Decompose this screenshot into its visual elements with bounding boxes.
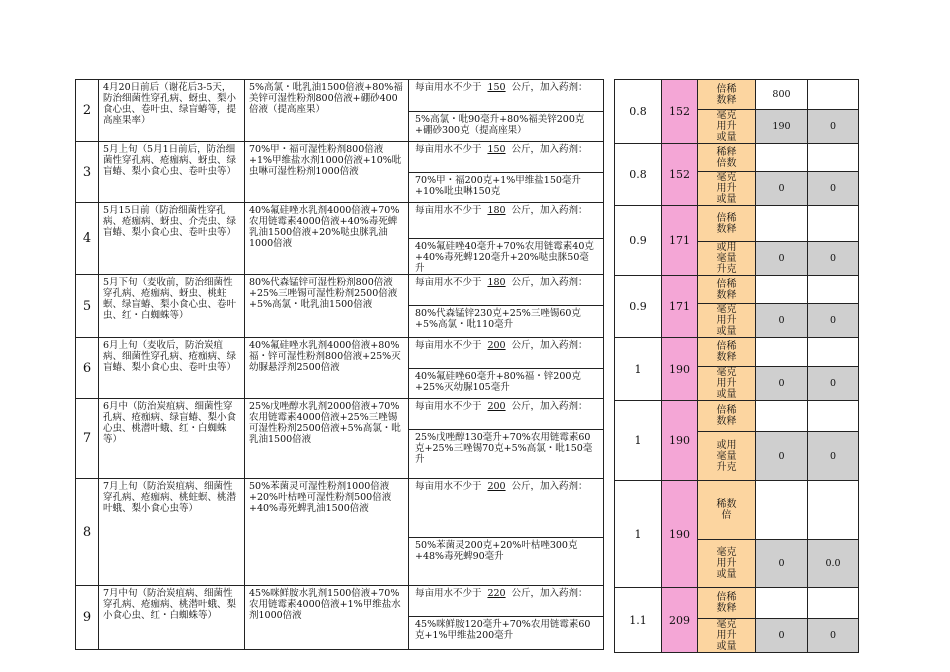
dilution-label: 稀释倍数 [698, 144, 756, 172]
water-amount [409, 586, 604, 617]
dosage-row [615, 588, 859, 619]
dosage-row [615, 206, 859, 242]
water-amount [409, 399, 604, 430]
water-prefix: 每亩用水不少于 [415, 588, 482, 599]
period-description: 6月上旬（麦收后，防治炭疽病、细菌性穿孔病、疮痂病、绿盲蝽、梨小食心虫、卷叶虫等） [99, 338, 245, 399]
area-factor: 1 [615, 481, 662, 588]
dosage-label: 或用毫量升克 [698, 432, 756, 481]
schedule-row [76, 275, 604, 306]
row-number: 5 [76, 275, 99, 338]
mix-recipe-text: 25%戊唑醇130毫升+70%农用链霉素60克+25%三唑锡70克+5%高氯・吡150毫升 [415, 432, 593, 465]
schedule-row [76, 80, 604, 112]
mix-recipe-text: 45%咪鲜胺120毫升+70%农用链霉素60克+1%甲维盐200毫升 [415, 619, 591, 641]
dosage-value: 0 [756, 432, 808, 481]
pesticide-spec: 50%苯菌灵可湿性粉剂1000倍液+20%叶枯唑可湿性粉剂500倍液+40%毒死蜱乳油1500倍液 [245, 479, 409, 586]
dosage-value-2: 0 [808, 304, 859, 338]
row-number: 8 [76, 479, 99, 586]
dosage-row [615, 481, 859, 540]
mix-recipe-text: 40%氟硅唑40毫升+70%农用链霉素40克+40%毒死蜱120毫升+20%哒虫脒50毫升 [415, 241, 594, 274]
dosage-value: 0 [756, 172, 808, 206]
dosage-row [615, 80, 859, 110]
row-number: 7 [76, 399, 99, 479]
dosage-value: 0 [756, 367, 808, 401]
schedule-row [76, 203, 604, 239]
water-amount [409, 479, 604, 538]
dilution-value-2[interactable] [808, 338, 859, 367]
row-number: 2 [76, 80, 99, 142]
dilution-value[interactable]: 800 [756, 80, 808, 110]
total-water: 171 [662, 206, 698, 276]
total-water: 190 [662, 338, 698, 401]
row-number: 3 [76, 142, 99, 203]
period-description: 5月上旬（5月1日前后，防治细菌性穿孔病、疮痂病、蚜虫、绿盲蝽、梨小食心虫、卷叶虫等） [99, 142, 245, 203]
schedule-row [76, 479, 604, 538]
water-suffix: 公斤，加入药剂： [511, 82, 588, 93]
water-quantity: 180 [487, 205, 506, 216]
total-water: 209 [662, 588, 698, 653]
dilution-value[interactable] [756, 338, 808, 367]
dilution-value-2[interactable] [808, 401, 859, 432]
dosage-value-2: 0.0 [808, 540, 859, 588]
mix-recipe [409, 112, 604, 142]
total-water: 190 [662, 401, 698, 481]
dilution-value-2[interactable] [808, 588, 859, 619]
water-amount [409, 142, 604, 173]
total-water: 152 [662, 80, 698, 144]
period-description: 7月中旬（防治炭疽病、细菌性穿孔病、疮痂病、桃潜叶蛾、梨小食心虫、红・白蜘蛛等） [99, 586, 245, 650]
dosage-value-2: 0 [808, 367, 859, 401]
water-prefix: 每亩用水不少于 [415, 481, 482, 492]
mix-recipe [409, 430, 604, 479]
water-suffix: 公斤，加入药剂： [511, 144, 588, 155]
dosage-label: 毫克用升或量 [698, 367, 756, 401]
area-factor: 0.8 [615, 80, 662, 144]
water-prefix: 每亩用水不少于 [415, 205, 482, 216]
dosage-label: 毫克用升或量 [698, 619, 756, 653]
total-water: 190 [662, 481, 698, 588]
dosage-value: 0 [756, 304, 808, 338]
period-description: 5月下旬（麦收前，防治细菌性穿孔病、疮痂病、蚜虫、桃蛀螟、绿盲蝽、梨小食心虫、卷叶虫、红・白蜘蛛等） [99, 275, 245, 338]
water-suffix: 公斤，加入药剂： [511, 277, 588, 288]
dilution-label: 稀数倍 [698, 481, 756, 540]
dosage-label: 毫克用升或量 [698, 540, 756, 588]
area-factor: 1 [615, 338, 662, 401]
water-amount [409, 203, 604, 239]
dosage-value: 0 [756, 619, 808, 653]
water-quantity: 200 [487, 401, 506, 412]
dilution-value[interactable] [756, 401, 808, 432]
dilution-value-2[interactable] [808, 144, 859, 172]
period-description: 7月上旬（防治炭疽病、细菌性穿孔病、疮痂病、桃蛀螟、桃潜叶蛾、梨小食心虫等） [99, 479, 245, 586]
water-prefix: 每亩用水不少于 [415, 340, 482, 351]
mix-recipe-text: 50%苯菌灵200克+20%叶枯唑300克+48%毒死蜱90毫升 [415, 540, 578, 562]
mix-recipe [409, 617, 604, 650]
area-factor: 1 [615, 401, 662, 481]
water-suffix: 公斤，加入药剂： [511, 340, 588, 351]
dilution-label: 倍稀数释 [698, 206, 756, 242]
spray-schedule-table [75, 79, 604, 650]
dosage-value-2: 0 [808, 619, 859, 653]
dilution-value-2[interactable] [808, 80, 859, 110]
dilution-value-2[interactable] [808, 276, 859, 304]
mix-recipe [409, 369, 604, 399]
water-suffix: 公斤，加入药剂： [511, 588, 588, 599]
dosage-calc-table [614, 79, 859, 653]
dosage-row [615, 401, 859, 432]
dosage-value-2: 0 [808, 242, 859, 276]
mix-recipe-text: 80%代森锰锌230克+25%三唑锡60克+5%高氯・吡110毫升 [415, 308, 581, 330]
pesticide-spec: 40%氟硅唑水乳剂4000倍液+70%农用链霉素4000倍液+40%毒死蜱乳油1500倍液+20%哒虫脒乳油1000倍液 [245, 203, 409, 275]
mix-recipe [409, 239, 604, 275]
mix-recipe [409, 173, 604, 203]
dilution-label: 倍稀数释 [698, 338, 756, 367]
mix-recipe-text: 40%氟硅唑60毫升+80%福・锌200克+25%灭幼脲105毫升 [415, 371, 581, 393]
pesticide-spec: 40%氟硅唑水乳剂4000倍液+80%福・锌可湿性粉剂800倍液+25%灭幼脲悬浮剂2500倍液 [245, 338, 409, 399]
schedule-row [76, 338, 604, 369]
dosage-value-2: 0 [808, 172, 859, 206]
area-factor: 1.1 [615, 588, 662, 653]
dosage-label: 毫克用升或量 [698, 172, 756, 206]
schedule-row [76, 399, 604, 430]
row-number: 6 [76, 338, 99, 399]
water-quantity: 150 [487, 82, 506, 93]
pesticide-spec: 5%高氯・吡乳油1500倍液+80%福美锌可湿性粉剂800倍液+硼砂400倍液（提高座果） [245, 80, 409, 142]
dilution-value[interactable] [756, 206, 808, 242]
water-prefix: 每亩用水不少于 [415, 144, 482, 155]
dosage-value: 0 [756, 242, 808, 276]
period-description: 4月20日前后（谢花后3-5天，防治细菌性穿孔病、蚜虫、梨小食心虫、卷叶虫、绿盲蝽等，提高座果率） [99, 80, 245, 142]
area-factor: 0.9 [615, 276, 662, 338]
water-quantity: 220 [487, 588, 506, 599]
pesticide-spec: 25%戊唑醇水乳剂2000倍液+70%农用链霉素4000倍液+25%三唑锡可湿性粉剂2500倍液+5%高氯・吡乳油1500倍液 [245, 399, 409, 479]
dosage-row [615, 338, 859, 367]
area-factor: 0.9 [615, 206, 662, 276]
row-number: 9 [76, 586, 99, 650]
mix-recipe [409, 306, 604, 338]
dosage-row [615, 276, 859, 304]
dosage-value: 190 [756, 110, 808, 144]
water-amount [409, 80, 604, 112]
dilution-value[interactable] [756, 588, 808, 619]
schedule-row [76, 586, 604, 617]
dosage-label: 毫克用升或量 [698, 110, 756, 144]
water-quantity: 200 [487, 481, 506, 492]
dilution-value-2[interactable] [808, 481, 859, 540]
water-quantity: 180 [487, 277, 506, 288]
water-quantity: 150 [487, 144, 506, 155]
pesticide-spec: 80%代森锰锌可湿性粉剂800倍液+25%三唑锡可湿性粉剂2500倍液+5%高氯・吡乳油1500倍液 [245, 275, 409, 338]
water-amount [409, 275, 604, 306]
total-water: 152 [662, 144, 698, 206]
water-suffix: 公斤，加入药剂： [511, 401, 588, 412]
dilution-value[interactable] [756, 481, 808, 540]
dilution-label: 倍稀数释 [698, 276, 756, 304]
dilution-value-2[interactable] [808, 206, 859, 242]
dilution-label: 倍稀数释 [698, 588, 756, 619]
dosage-label: 或用毫量升克 [698, 242, 756, 276]
period-description: 5月15日前（防治细菌性穿孔病、疮痂病、蚜虫、介壳虫、绿盲蝽、梨小食心虫、卷叶虫等） [99, 203, 245, 275]
water-suffix: 公斤，加入药剂： [511, 205, 588, 216]
dilution-value[interactable] [756, 144, 808, 172]
dosage-value: 0 [756, 540, 808, 588]
dosage-row [615, 144, 859, 172]
mix-recipe-text: 5%高氯・吡90毫升+80%福美锌200克+硼砂300克（提高座果） [415, 114, 585, 136]
schedule-row [76, 142, 604, 173]
mix-recipe [409, 538, 604, 586]
dosage-label: 毫克用升或量 [698, 304, 756, 338]
pesticide-spec: 45%咪鲜胺水乳剂1500倍液+70%农用链霉素4000倍液+1%甲维盐水剂1000倍液 [245, 586, 409, 650]
dosage-value-2: 0 [808, 432, 859, 481]
area-factor: 0.8 [615, 144, 662, 206]
pesticide-spec: 70%甲・福可湿性粉剂800倍液+1%甲维盐水剂1000倍液+10%吡虫啉可湿性粉剂1000倍液 [245, 142, 409, 203]
row-number: 4 [76, 203, 99, 275]
water-prefix: 每亩用水不少于 [415, 277, 482, 288]
water-amount [409, 338, 604, 369]
mix-recipe-text: 70%甲・福200克+1%甲维盐150毫升+10%吡虫啉150克 [415, 175, 581, 197]
dilution-label: 倍稀数释 [698, 80, 756, 110]
dilution-value[interactable] [756, 276, 808, 304]
water-quantity: 200 [487, 340, 506, 351]
period-description: 6月中（防治炭疽病、细菌性穿孔病、疮痂病、绿盲蝽、梨小食心虫、桃潜叶蛾、红・白蜘蛛等） [99, 399, 245, 479]
water-prefix: 每亩用水不少于 [415, 82, 482, 93]
dilution-label: 倍稀数释 [698, 401, 756, 432]
total-water: 171 [662, 276, 698, 338]
water-suffix: 公斤，加入药剂： [511, 481, 588, 492]
water-prefix: 每亩用水不少于 [415, 401, 482, 412]
dosage-value-2: 0 [808, 110, 859, 144]
